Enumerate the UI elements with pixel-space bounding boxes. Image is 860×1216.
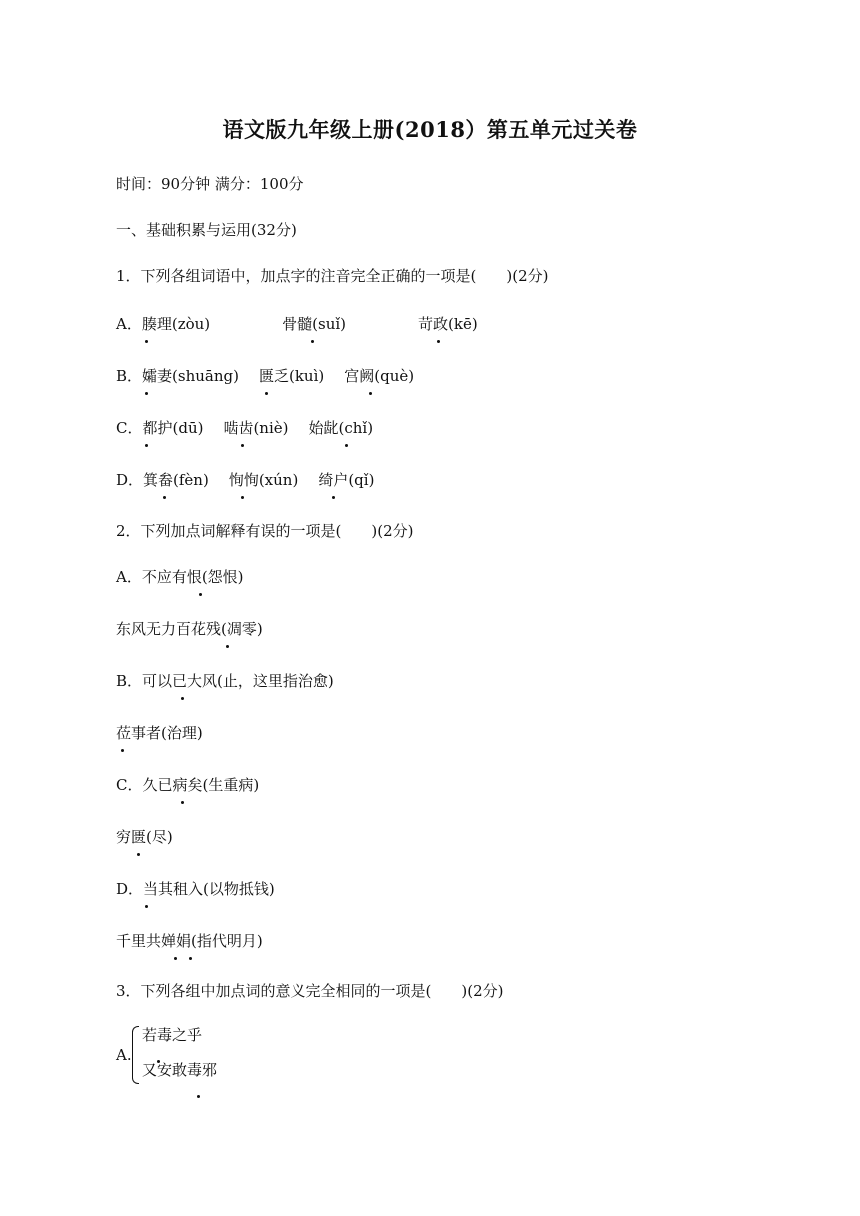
q1-a-item2: 骨髓(suǐ) [282,315,347,333]
q1-b-item2: 匮乏(kuì) [258,367,325,385]
q2-option-d-line2: 千里共婵娟(指代明月) [116,932,263,950]
q1-a-item3: 苛政(kē) [418,315,478,333]
q2-option-a-line2: 东风无力百花残(凋零) [116,620,263,638]
q1-option-b [116,365,414,386]
q1-b-label: B． [116,367,143,385]
q3-a-line2: 又安敢毒邪 [142,1061,218,1079]
q1-option-a [116,313,478,334]
q1-d-item1: 箕畚(fèn) [143,471,209,489]
q1-b-item1: 孀妻(shuāng) [142,367,239,385]
q3-option-a [116,1024,236,1088]
q3-a-label: A. [116,1046,132,1064]
q2-option-a-line1: A．不应有恨(怨恨) [116,568,244,586]
q1-b-item3: 宫阙(què) [344,367,415,385]
question-1-stem: 1．下列各组词语中，加点字的注音完全正确的一项是( )(2分) [116,267,549,285]
q1-option-c [116,417,373,438]
q2-option-d-line1: D．当其租入(以物抵钱) [116,880,275,898]
q2-option-c-line1: C．久已病矣(生重病) [116,776,260,794]
q1-d-item2: 恂恂(xún) [228,471,299,489]
q1-d-item3: 绮户(qǐ) [318,471,375,489]
q3-a-line1: 若毒之乎 [142,1026,203,1044]
q1-d-label: D． [116,471,144,489]
q1-c-item1: 都护(dū) [142,419,204,437]
q1-a-label: A． [116,315,142,333]
question-3-stem: 3．下列各组中加点词的意义完全相同的一项是( )(2分) [116,982,504,1000]
q1-c-label: C． [116,419,143,437]
question-2-stem: 2．下列加点词解释有误的一项是( )(2分) [116,522,414,540]
exam-meta: 时间：90分钟 满分：100分 [116,175,304,193]
q2-option-b-line1: B．可以已大风(止，这里指治愈) [116,672,334,690]
q1-c-item3: 始龀(chǐ) [308,419,374,437]
q1-a-item1: 腠理(zòu) [141,315,211,333]
page-title: 语文版九年级上册(2018）第五单元过关卷 [222,117,638,142]
q1-option-d [116,469,374,490]
section-heading: 一、基础积累与运用(32分) [116,221,297,239]
q1-c-item2: 啮齿(niè) [223,419,289,437]
brace-shape [132,1026,139,1084]
q2-option-c-line2: 穷匮(尽) [116,828,173,846]
q2-option-b-line2: 莅事者(治理) [116,724,203,742]
